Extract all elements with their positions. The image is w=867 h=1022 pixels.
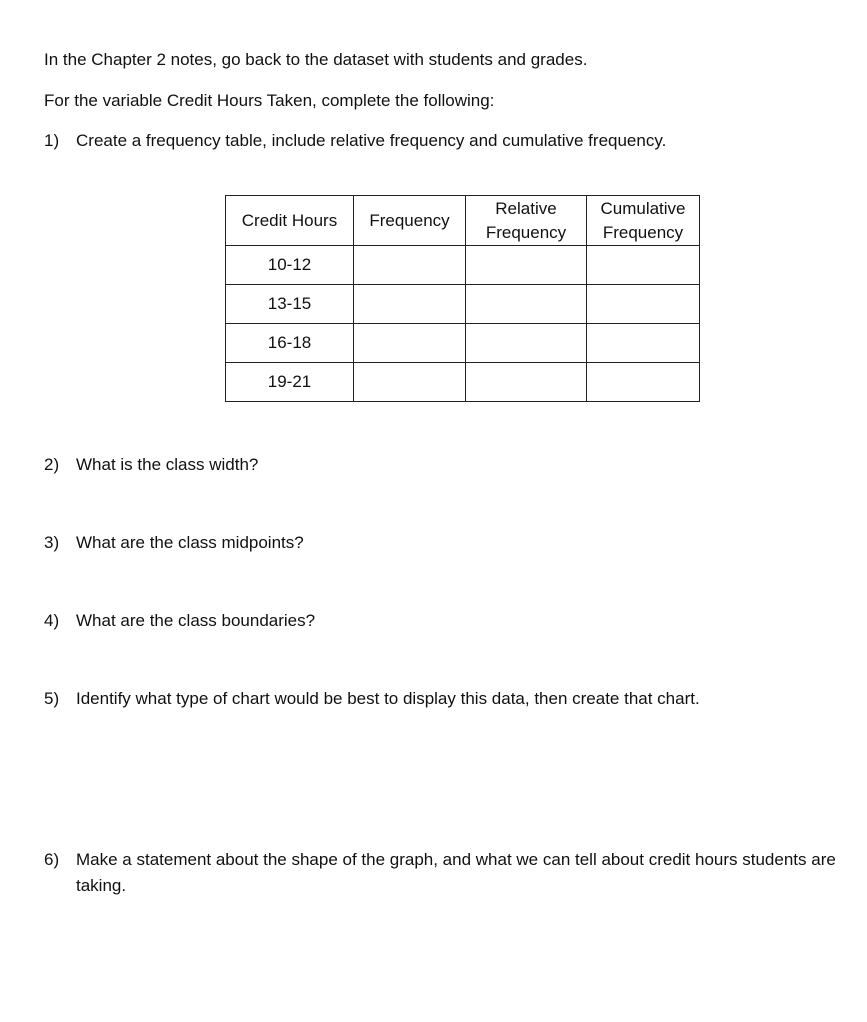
table-row bbox=[226, 285, 700, 324]
cumulative-frequency-cell bbox=[587, 246, 700, 285]
header-frequency: Frequency bbox=[354, 196, 466, 246]
question-text: Make a statement about the shape of the graph, and what we can tell about credit hours students are taking. bbox=[76, 850, 836, 895]
question-4 bbox=[44, 608, 859, 634]
cumulative-frequency-cell bbox=[587, 285, 700, 324]
table-row bbox=[226, 324, 700, 363]
intro-line-1: In the Chapter 2 notes, go back to the dataset with students and grades. bbox=[44, 50, 588, 69]
cumulative-frequency-cell bbox=[587, 363, 700, 402]
question-3 bbox=[44, 530, 859, 556]
cumulative-frequency-cell bbox=[587, 324, 700, 363]
question-number: 1) bbox=[44, 131, 60, 150]
class-cell: 16-18 bbox=[226, 324, 354, 363]
relative-frequency-cell bbox=[466, 285, 587, 324]
intro-line-2: For the variable Credit Hours Taken, complete the following: bbox=[44, 91, 495, 110]
frequency-cell bbox=[354, 246, 466, 285]
question-1 bbox=[44, 128, 859, 154]
relative-frequency-cell bbox=[466, 324, 587, 363]
question-number: 3) bbox=[44, 533, 60, 552]
question-number: 2) bbox=[44, 455, 60, 474]
question-number: 6) bbox=[44, 850, 60, 869]
question-number: 4) bbox=[44, 611, 60, 630]
frequency-table bbox=[225, 195, 700, 402]
frequency-cell bbox=[354, 285, 466, 324]
question-6 bbox=[44, 847, 859, 899]
table-row bbox=[226, 363, 700, 402]
question-2 bbox=[44, 452, 859, 478]
class-cell: 19-21 bbox=[226, 363, 354, 402]
class-cell: 10-12 bbox=[226, 246, 354, 285]
question-text: What are the class boundaries? bbox=[76, 611, 316, 630]
table-row bbox=[226, 246, 700, 285]
table-header-row bbox=[226, 196, 700, 246]
question-text: What are the class midpoints? bbox=[76, 533, 304, 552]
question-number: 5) bbox=[44, 689, 60, 708]
question-text: What is the class width? bbox=[76, 455, 259, 474]
header-cumulative-frequency: Cumulative Frequency bbox=[587, 196, 700, 246]
relative-frequency-cell bbox=[466, 246, 587, 285]
relative-frequency-cell bbox=[466, 363, 587, 402]
header-relative-frequency: Relative Frequency bbox=[466, 196, 587, 246]
frequency-cell bbox=[354, 363, 466, 402]
question-5 bbox=[44, 686, 859, 712]
frequency-cell bbox=[354, 324, 466, 363]
class-cell: 13-15 bbox=[226, 285, 354, 324]
question-text: Identify what type of chart would be best to display this data, then create that chart. bbox=[76, 689, 700, 708]
header-credit-hours: Credit Hours bbox=[226, 196, 354, 246]
question-text: Create a frequency table, include relative frequency and cumulative frequency. bbox=[76, 131, 667, 150]
